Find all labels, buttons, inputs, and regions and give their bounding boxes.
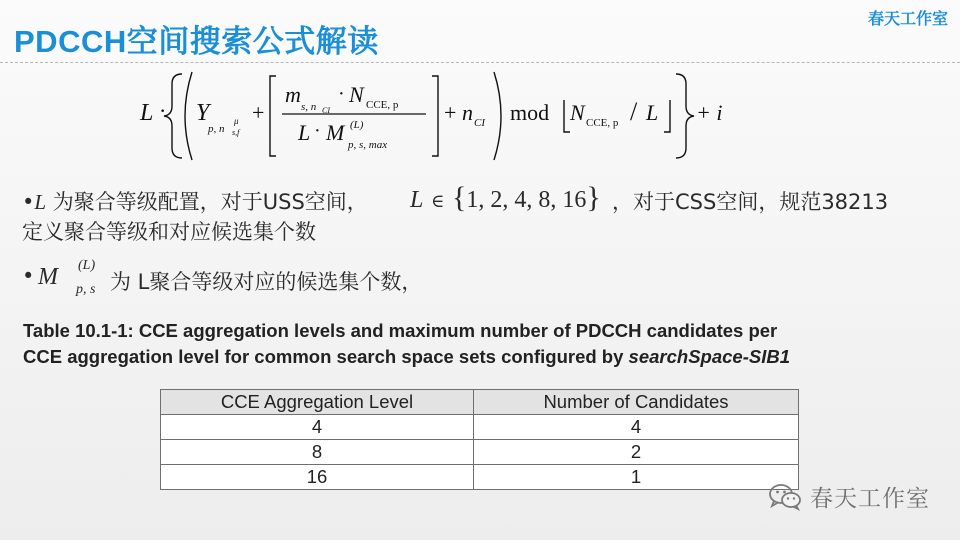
formula-L3: L [646,100,659,125]
bullet-set-expression: L ∈ {1, 2, 4, 8, 16} [410,181,601,214]
formula-m-sub: s, n [301,101,317,113]
cell-level: 8 [161,440,474,465]
set-op: ∈ [431,191,445,212]
formula-Y-sub-sub: s,f [232,128,240,137]
formula-plus2: + [444,100,457,125]
formula-right-brace [676,74,694,158]
table-row [161,465,799,490]
header-cce-aggregation-level: CCE Aggregation Level [161,390,474,415]
caption-line2-prefix: CCE aggregation level for common search space sets configured by [23,346,629,367]
cell-candidates: 2 [474,440,799,465]
set-values: 1, 2, 4, 8, 16 [466,187,587,213]
cell-level: 4 [161,415,474,440]
table-row [161,440,799,465]
table-row [161,415,799,440]
formula-left-paren [185,72,192,160]
formula-mod: mod [510,100,550,125]
bullet-var-M: M [38,264,58,290]
bullet-candidates-text: 为 L聚合等级对应的候选集个数， [110,270,423,294]
formula-m: m [285,82,301,107]
header-number-of-candidates: Number of Candidates [474,390,799,415]
bullet-M-sup: (L) [78,258,96,273]
formula-Y: Y [196,100,210,126]
slide-title: PDCCH空间搜索公式解读 [14,24,379,59]
bullet-dot: • [22,264,35,288]
formula-right-floor2 [664,100,670,132]
formula-right-floor [432,76,438,156]
bullet-var-L: L [34,190,47,214]
formula-m-sub-sub: CI [322,106,330,115]
formula-n: n [462,100,473,125]
formula-plus: + [252,100,265,125]
bullet-aggregation-level [22,186,368,216]
formula-N-sub: CCE, p [366,99,399,111]
cell-level: 16 [161,465,474,490]
brand-logo-text: 春天工作室 [867,11,948,28]
formula-N2-sub: CCE, p [586,117,619,129]
bullet-text-uss: 为聚合等级配置，对于USS空间， [52,190,368,214]
set-var-L: L [410,187,424,213]
formula-slash: / [630,97,638,126]
formula-Y-sub: p, n [208,123,225,135]
bullet-line2: 定义聚合等级和对应候选集个数 [22,220,316,244]
cell-candidates: 1 [474,465,799,490]
formula-L: L [140,100,154,126]
wechat-icon [768,483,802,511]
caption-line1: Table 10.1-1: CCE aggregation levels and maximum number of PDCCH candidates per [23,320,778,341]
formula-right-paren [494,72,501,160]
formula-M-sub: p, s, max [348,139,388,151]
formula-plus-i: + i [696,100,723,125]
watermark [768,480,930,513]
formula-L2: L [298,120,311,145]
candidates-table [160,389,799,490]
caption-line2-italic: searchSpace-SIB1 [628,346,790,367]
formula-N: N [349,82,364,107]
formula-dot: · [159,98,167,123]
cell-candidates: 4 [474,415,799,440]
formula-M-sup: (L) [350,119,364,131]
formula-N2: N [570,100,585,125]
caption-line2 [23,344,933,370]
search-space-formula [130,70,770,162]
bullet-text-css: ，对于CSS空间，规范38213 [612,190,889,214]
watermark-text: 春天工作室 [810,485,930,511]
formula-left-floor [270,76,276,156]
formula-n-sub: CI [474,117,485,129]
formula-dot3: · [314,120,321,142]
table-header-row [161,390,799,415]
bullet-M-sub: p, s [76,282,96,297]
formula-left-brace [164,74,182,158]
formula-M: M [326,120,345,145]
bullet-dot: • [22,190,35,214]
formula-dot2: · [338,83,345,105]
bullet-candidates [22,264,34,288]
formula-Y-sub-sup: μ [234,116,239,126]
table-caption [23,318,933,370]
title-divider [0,62,960,63]
